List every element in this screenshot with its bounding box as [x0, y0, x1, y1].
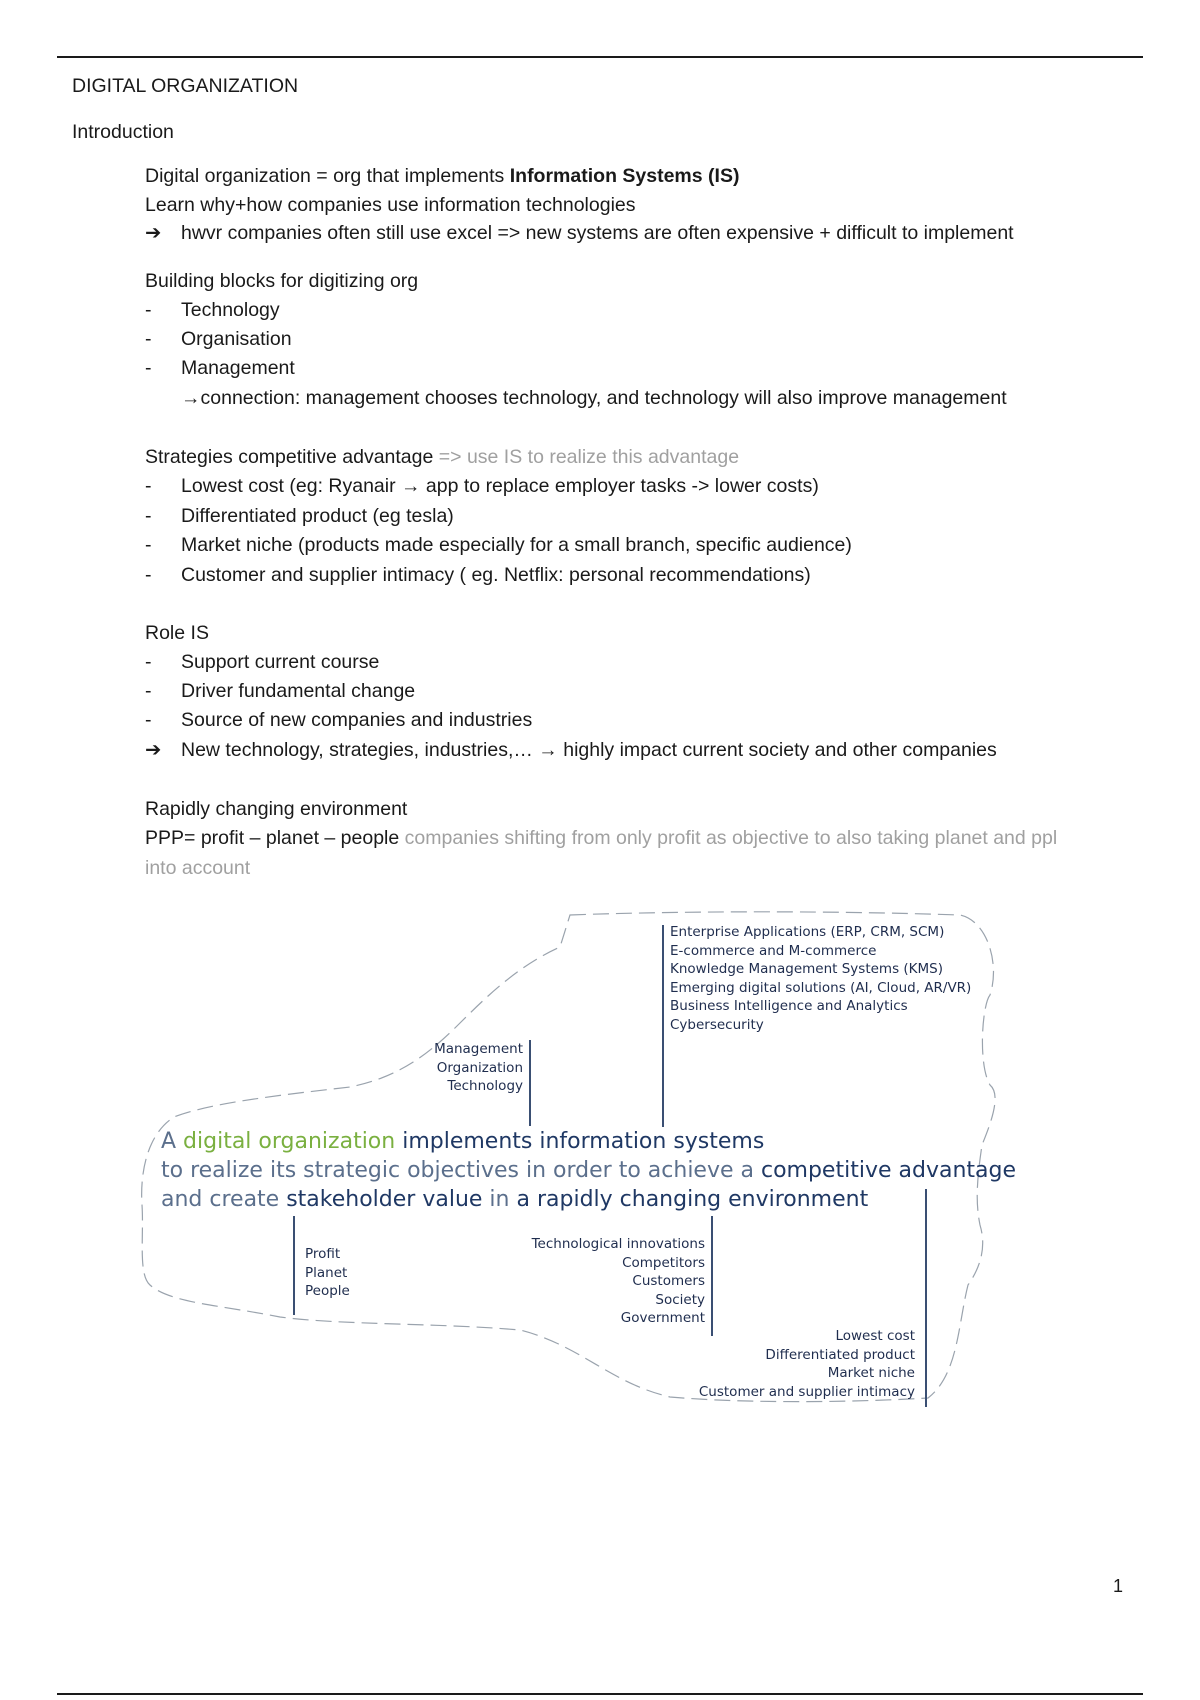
sentence-fragment: in [482, 1187, 517, 1212]
list-item: Organisation [181, 328, 292, 350]
sentence-fragment: A [161, 1129, 184, 1154]
sentence-fragment: to realize its strategic objectives in order to achieve a [161, 1158, 761, 1183]
sentence-highlight: implements information systems [395, 1129, 765, 1154]
environment-heading: Rapidly changing environment [145, 798, 408, 820]
intro-definition [145, 164, 739, 188]
divider-bar [529, 1040, 531, 1126]
bullet-dash-icon: - [145, 357, 152, 379]
top-rule [57, 56, 1143, 58]
figure-label: Knowledge Management Systems (KMS) [670, 961, 943, 977]
divider-bar [711, 1216, 713, 1336]
strategies-heading [145, 445, 739, 469]
intro-excel-line: hwvr companies often still use excel => new systems are often expensive + difficult to implement [181, 222, 1014, 244]
list-item: Driver fundamental change [181, 680, 416, 702]
strategies-heading-note: => use IS to realize this advantage [433, 446, 740, 468]
figure-label: Profit [305, 1246, 341, 1262]
ppp-definition: PPP= profit – planet – people [145, 827, 400, 849]
sentence-highlight: stakeholder value [286, 1187, 483, 1212]
figure-label: Customer and supplier intimacy [698, 1383, 915, 1400]
list-item: Lowest cost (eg: Ryanair → app to replace employer tasks -> lower costs) [181, 475, 819, 497]
figure-label: Customers [632, 1273, 705, 1289]
ppp-line [145, 826, 1057, 850]
building-blocks-heading: Building blocks for digitizing org [145, 270, 419, 292]
bullet-dash-icon: - [145, 564, 152, 586]
digital-organization-diagram [140, 905, 1016, 1415]
bullet-dash-icon: - [145, 680, 152, 702]
bullet-dash-icon: - [145, 709, 152, 731]
intro-learn-line: Learn why+how companies use information technologies [145, 194, 636, 216]
bullet-dash-icon: - [145, 651, 152, 673]
ppp-note: companies shifting from only profit as objective to also taking planet and ppl [399, 827, 1058, 849]
sentence-fragment: and create [161, 1187, 287, 1212]
enterprise-systems-list [670, 923, 971, 1034]
bullet-dash-icon: - [145, 328, 152, 350]
figure-label: Management [434, 1041, 523, 1057]
intro-definition-bold: Information Systems (IS) [509, 165, 740, 187]
figure-label: Organization [436, 1059, 523, 1076]
list-item: Customer and supplier intimacy ( eg. Netflix: personal recommendations) [181, 564, 811, 586]
figure-label: Government [620, 1310, 705, 1326]
divider-bar [293, 1216, 295, 1315]
building-blocks-list [410, 1040, 523, 1096]
figure-label: Society [655, 1291, 705, 1308]
figure-sentence-line-2 [161, 1156, 1016, 1185]
document-title: DIGITAL ORGANIZATION [72, 75, 299, 97]
intro-definition-text: Digital organization = org that implements [145, 165, 510, 187]
figure-label: Planet [305, 1264, 348, 1281]
figure-label: Lowest cost [835, 1328, 915, 1344]
figure-label: Emerging digital solutions (AI, Cloud, AR/VR) [670, 979, 972, 996]
list-item: Differentiated product (eg tesla) [181, 505, 454, 527]
sentence-highlight: competitive advantage [760, 1158, 1016, 1183]
figure-label: E-commerce and M-commerce [670, 942, 877, 959]
figure-sentence-line-1 [161, 1127, 764, 1156]
strategies-heading-text: Strategies competitive advantage [145, 446, 434, 468]
ppp-note-continued: into account [145, 857, 251, 879]
arrow-icon: ➔ [145, 739, 162, 761]
list-item: Source of new companies and industries [181, 709, 533, 731]
bullet-dash-icon: - [145, 299, 152, 321]
figure-label: Competitors [622, 1254, 705, 1271]
sentence-highlight: a rapidly changing environment [516, 1187, 869, 1212]
ppp-list [305, 1245, 350, 1301]
figure-label: Business Intelligence and Analytics [670, 998, 908, 1014]
divider-bar [662, 925, 664, 1127]
figure-label: Technology [447, 1078, 523, 1094]
sentence-highlight: digital organization [183, 1129, 396, 1154]
list-item: Technology [181, 299, 280, 321]
divider-bar [925, 1189, 927, 1407]
bullet-dash-icon: - [145, 505, 152, 527]
figure-label: Technological innovations [531, 1236, 705, 1252]
section-heading: Introduction [72, 121, 174, 143]
list-item: Management [181, 357, 295, 379]
role-is-conclusion: New technology, strategies, industries,… → highly impact current society and other companies [181, 739, 997, 761]
figure-label: Differentiated product [765, 1346, 915, 1363]
figure-sentence-line-3 [161, 1185, 868, 1214]
bottom-rule [57, 1693, 1143, 1695]
page-number: 1 [1113, 1576, 1124, 1596]
bullet-dash-icon: - [145, 534, 152, 556]
list-item: Market niche (products made especially for a small branch, specific audience) [181, 534, 852, 556]
strategy-list [610, 1327, 915, 1401]
list-item: Support current course [181, 651, 380, 673]
arrow-icon: ➔ [145, 222, 162, 244]
bullet-dash-icon: - [145, 475, 152, 497]
connection-note: →connection: management chooses technology, and technology will also improve management [181, 387, 1007, 409]
figure-label: People [305, 1283, 350, 1299]
role-is-heading: Role IS [145, 622, 209, 644]
figure-label: Enterprise Applications (ERP, CRM, SCM) [670, 924, 945, 940]
environment-list [470, 1235, 705, 1328]
figure-label: Market niche [827, 1365, 915, 1381]
figure-label: Cybersecurity [670, 1016, 764, 1033]
